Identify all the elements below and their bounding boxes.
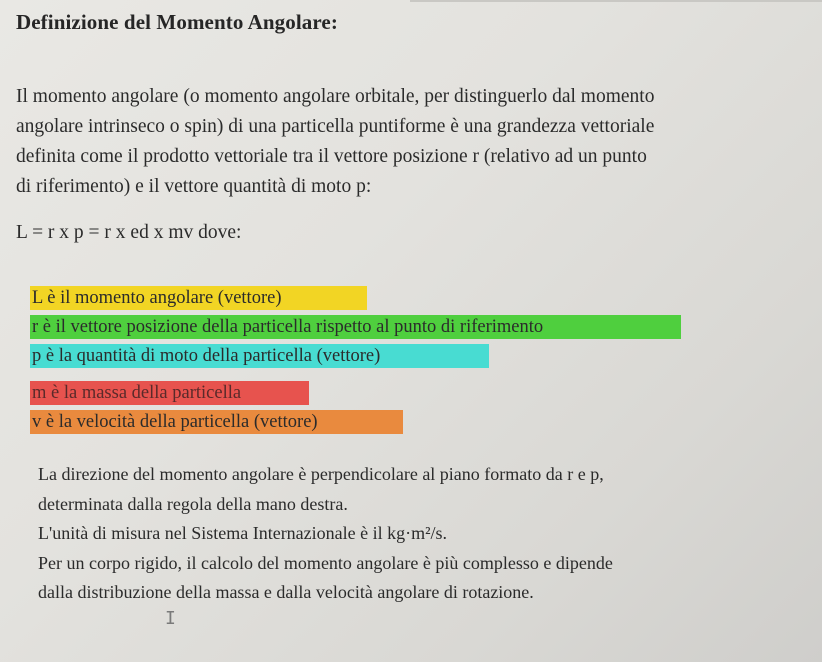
- top-divider: [410, 0, 822, 2]
- intro-line: definita come il prodotto vettoriale tra il vettore posizione r (relativo ad un punto: [16, 146, 647, 167]
- definition-r-highlight: r è il vettore posizione della particella rispetto al punto di riferimento: [30, 315, 681, 339]
- outro-line: La direzione del momento angolare è perpendicolare al piano formato da r e p,: [38, 464, 604, 484]
- definition-p-highlight: p è la quantità di moto della particella (vettore): [30, 344, 489, 368]
- intro-line: Il momento angolare (o momento angolare orbitale, per distinguerlo dal momento: [16, 86, 655, 107]
- outro-line: Per un corpo rigido, il calcolo del momento angolare è più complesso e dipende: [38, 552, 613, 573]
- page-title: Definizione del Momento Angolare:: [16, 10, 338, 34]
- outro-line: dalla distribuzione della massa e dalla velocità angolare di rotazione.: [38, 582, 534, 602]
- definition-m-highlight: m è la massa della particella: [30, 381, 309, 405]
- outro-paragraph: [38, 460, 818, 608]
- outro-line: L'unità di misura nel Sistema Internazionale è il kg·m²/s.: [38, 523, 448, 543]
- formula-line: L = r x p = r x ed x mv dove:: [16, 222, 242, 243]
- definition-v-highlight: v è la velocità della particella (vettore): [30, 410, 403, 434]
- intro-line: di riferimento) e il vettore quantità di moto p:: [16, 176, 372, 197]
- intro-line: angolare intrinseco o spin) di una particella puntiforme è una grandezza vettoriale: [16, 116, 655, 137]
- outro-line: determinata dalla regola della mano destra.: [38, 493, 348, 514]
- intro-paragraph: [16, 82, 816, 202]
- text-cursor-icon: I: [165, 608, 176, 629]
- definition-L-highlight: L è il momento angolare (vettore): [30, 286, 367, 310]
